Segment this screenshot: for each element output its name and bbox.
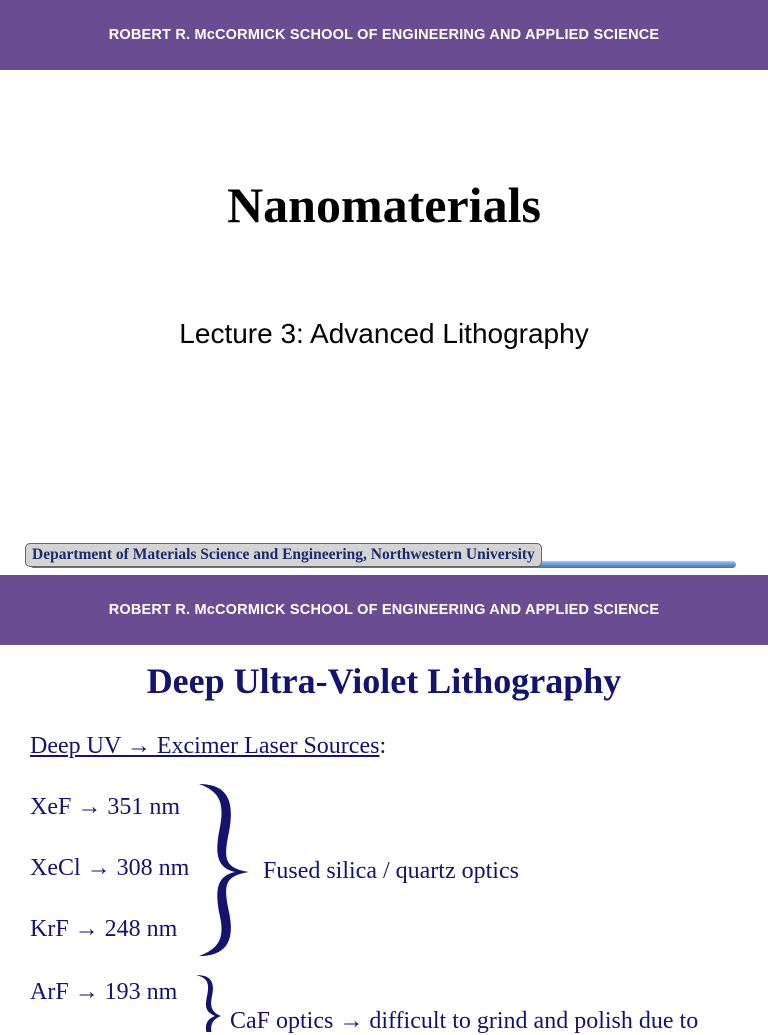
slide2-banner xyxy=(0,575,768,645)
department-label: Department of Materials Science and Engineering, Northwestern University xyxy=(25,543,542,567)
source-arf: ArF → 193 nm xyxy=(30,979,178,1005)
source-xecl: XeCl → 308 nm xyxy=(30,855,190,881)
slide1-banner xyxy=(0,0,768,70)
slide-title: Nanomaterials xyxy=(227,177,541,233)
heading-text: Deep UV → Excimer Laser Sources xyxy=(30,733,380,759)
curly-brace-icon xyxy=(193,972,223,1032)
caf-note: CaF optics → difficult to grind and polish due to xyxy=(230,1008,699,1034)
section-heading xyxy=(30,733,386,760)
school-name: ROBERT R. McCORMICK SCHOOL OF ENGINEERING AND APPLIED SCIENCE xyxy=(108,602,660,618)
slide-subtitle: Lecture 3: Advanced Lithography xyxy=(179,318,589,349)
slide-title: Deep Ultra-Violet Lithography xyxy=(146,661,622,701)
heading-colon: : xyxy=(379,733,387,759)
source-krf: KrF → 248 nm xyxy=(30,916,178,942)
source-xef: XeF → 351 nm xyxy=(30,794,180,820)
school-name: ROBERT R. McCORMICK SCHOOL OF ENGINEERING AND APPLIED SCIENCE xyxy=(108,27,660,43)
optics-note: Fused silica / quartz optics xyxy=(263,858,519,884)
curly-brace-icon xyxy=(195,780,255,960)
